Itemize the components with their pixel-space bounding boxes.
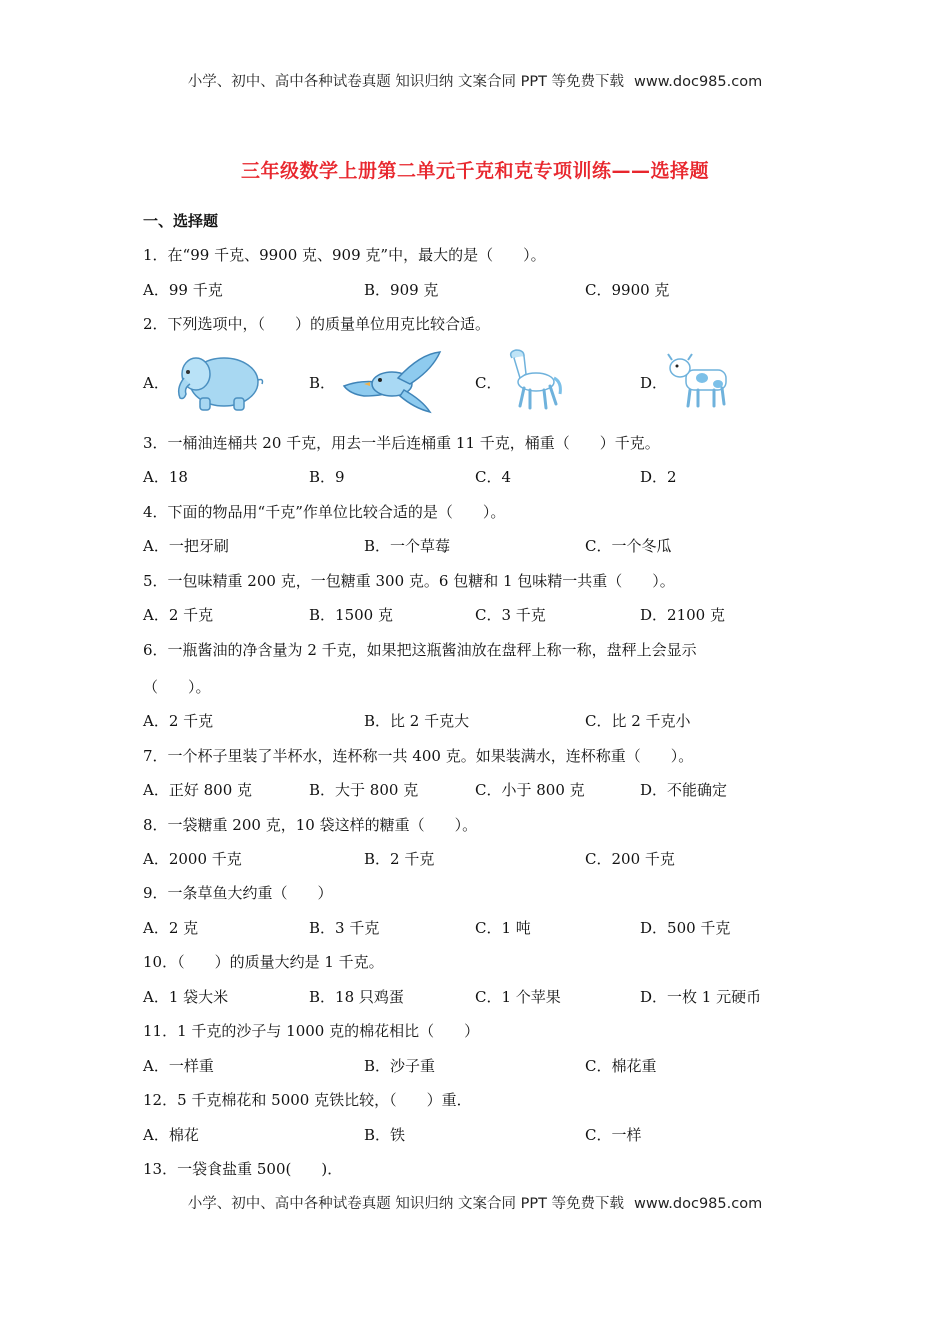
question-6-stem: 6．一瓶酱油的净含量为 2 千克，如果把这瓶酱油放在盘秤上称一称，盘秤上会显示 <box>143 641 697 659</box>
question-2-stem: 2．下列选项中，（ ）的质量单位用克比较合适。 <box>143 315 491 333</box>
question-9-stem: 9．一条草鱼大约重（ ） <box>143 884 333 902</box>
question-9-option-a[interactable]: A．2 克 <box>143 919 199 937</box>
question-11-option-a[interactable]: A．一样重 <box>143 1057 214 1075</box>
horse-icon[interactable] <box>504 348 564 410</box>
question-4-option-a[interactable]: A．一把牙刷 <box>143 537 229 555</box>
question-8-stem: 8．一袋糖重 200 克，10 袋这样的糖重（ ）。 <box>143 816 478 834</box>
question-9-option-c[interactable]: C．1 吨 <box>475 919 531 937</box>
question-8-option-b[interactable]: B．2 千克 <box>364 850 435 868</box>
question-12-stem: 12．5 千克棉花和 5000 克铁比较，（ ）重． <box>143 1091 472 1109</box>
question-2-option-c[interactable]: C． <box>475 374 502 392</box>
question-8-option-a[interactable]: A．2000 千克 <box>143 850 242 868</box>
banner-url[interactable]: www.doc985.com <box>634 74 763 90</box>
question-3-option-a[interactable]: A．18 <box>143 468 188 486</box>
header-banner <box>0 70 950 91</box>
question-5-option-c[interactable]: C．3 千克 <box>475 606 546 624</box>
question-1-option-a[interactable]: A．99 千克 <box>143 281 223 299</box>
question-11-stem: 11．1 千克的沙子与 1000 克的棉花相比（ ） <box>143 1022 480 1040</box>
question-10-option-b[interactable]: B．18 只鸡蛋 <box>309 988 404 1006</box>
banner-url[interactable]: www.doc985.com <box>634 1196 763 1212</box>
question-4-option-c[interactable]: C．一个冬瓜 <box>585 537 672 555</box>
question-3-stem: 3．一桶油连桶共 20 千克，用去一半后连桶重 11 千克，桶重（ ）千克。 <box>143 434 660 452</box>
question-7-stem: 7．一个杯子里装了半杯水，连杯称一共 400 克。如果装满水，连杯称重（ ）。 <box>143 747 694 765</box>
question-7-option-b[interactable]: B．大于 800 克 <box>309 781 419 799</box>
question-5-option-a[interactable]: A．2 千克 <box>143 606 214 624</box>
question-3-option-b[interactable]: B．9 <box>309 468 345 486</box>
elephant-icon[interactable] <box>172 348 264 412</box>
question-3-option-c[interactable]: C．4 <box>475 468 512 486</box>
question-1-option-b[interactable]: B．909 克 <box>364 281 439 299</box>
question-5-stem: 5．一包味精重 200 克，一包糖重 300 克。6 包糖和 1 包味精一共重（ ）。 <box>143 572 675 590</box>
question-10-option-a[interactable]: A．1 袋大米 <box>143 988 229 1006</box>
question-6-option-a[interactable]: A．2 千克 <box>143 712 214 730</box>
banner-text: 小学、初中、高中各种试卷真题 知识归纳 文案合同 PPT 等免费下载 <box>187 1196 625 1212</box>
question-6-stem-continued: （ ）。 <box>143 678 211 696</box>
question-4-option-b[interactable]: B．一个草莓 <box>364 537 451 555</box>
question-10-option-c[interactable]: C．1 个苹果 <box>475 988 561 1006</box>
question-5-option-d[interactable]: D．2100 克 <box>640 606 725 624</box>
question-7-option-c[interactable]: C．小于 800 克 <box>475 781 585 799</box>
question-3-option-d[interactable]: D．2 <box>640 468 677 486</box>
question-6-option-c[interactable]: C．比 2 千克小 <box>585 712 691 730</box>
question-1-stem: 1．在“99 千克、9900 克、909 克”中，最大的是（ ）。 <box>143 246 546 264</box>
page-title: 三年级数学上册第二单元千克和克专项训练——选择题 <box>240 160 709 182</box>
question-6-option-b[interactable]: B．比 2 千克大 <box>364 712 470 730</box>
question-12-option-a[interactable]: A．棉花 <box>143 1126 199 1144</box>
banner-text: 小学、初中、高中各种试卷真题 知识归纳 文案合同 PPT 等免费下载 <box>187 74 625 90</box>
question-4-stem: 4．下面的物品用“千克”作单位比较合适的是（ ）。 <box>143 503 506 521</box>
question-13-stem: 13．一袋食盐重 500( )． <box>143 1160 343 1178</box>
question-10-stem: 10．（ ）的质量大约是 1 千克。 <box>143 953 384 971</box>
question-9-option-b[interactable]: B．3 千克 <box>309 919 380 937</box>
question-12-option-c[interactable]: C．一样 <box>585 1126 642 1144</box>
cow-icon[interactable] <box>666 350 732 410</box>
question-7-option-a[interactable]: A．正好 800 克 <box>143 781 252 799</box>
question-2-option-d[interactable]: D． <box>640 374 668 392</box>
question-8-option-c[interactable]: C．200 千克 <box>585 850 675 868</box>
question-12-option-b[interactable]: B．铁 <box>364 1126 406 1144</box>
question-10-option-d[interactable]: D．一枚 1 元硬币 <box>640 988 762 1006</box>
question-5-option-b[interactable]: B．1500 克 <box>309 606 393 624</box>
question-2-option-a[interactable]: A． <box>143 374 169 392</box>
question-11-option-b[interactable]: B．沙子重 <box>364 1057 436 1075</box>
bird-icon[interactable] <box>340 350 444 414</box>
footer-banner <box>0 1192 950 1213</box>
question-7-option-d[interactable]: D．不能确定 <box>640 781 728 799</box>
question-11-option-c[interactable]: C．棉花重 <box>585 1057 657 1075</box>
question-9-option-d[interactable]: D．500 千克 <box>640 919 731 937</box>
question-1-option-c[interactable]: C．9900 克 <box>585 281 670 299</box>
section-heading: 一、选择题 <box>143 212 219 230</box>
question-2-option-b[interactable]: B． <box>309 374 336 392</box>
